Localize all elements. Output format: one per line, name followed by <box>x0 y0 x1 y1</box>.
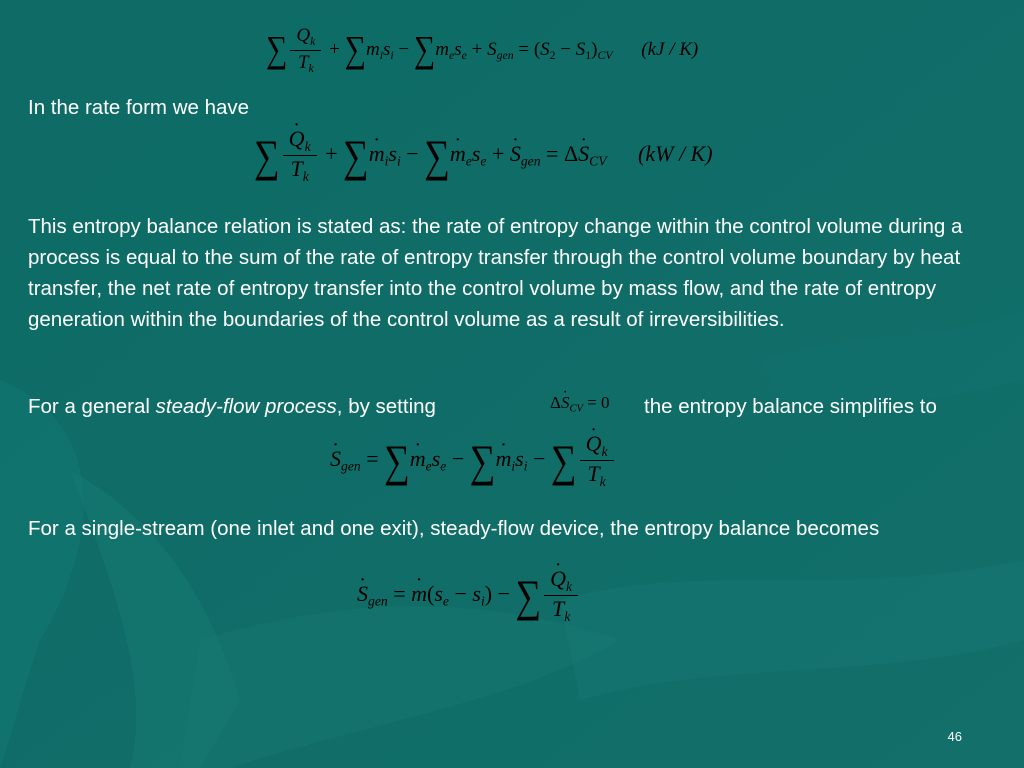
text-steady-flow-process: steady-flow process <box>155 395 337 418</box>
text-single-stream: For a single-stream (one inlet and one exit), steady-flow device, the entropy balance becomes <box>28 517 880 540</box>
text-steady-prefix: For a general <box>28 395 156 418</box>
equation-entropy-balance: ∑ $\frac{Q_k}{T_k}$ + $\sum m_is_i - \sum m_es_e + S_{gen} = (S_2 - S_1)_{CV}$ (kJ / K) <box>266 25 699 75</box>
equation-single-stream-generation: ˙ $S_{gen}$ = ˙ $m(s_e - s_i)$ − ∑ ˙ $\frac{Q_k}{T_k}$ <box>357 568 581 624</box>
text-rate-form: In the rate form we have <box>28 96 250 119</box>
equation-entropy-rate-balance: ∑ ˙ $\frac{Q_k}{T_k}$ + ∑˙ $m_is_i$ − ∑˙ $m_es_e$ + ˙ $S_{gen}$ = Δ˙ $S_{CV}$ (kW / K) <box>254 128 713 184</box>
units-eq2: (kW / K) <box>638 140 713 166</box>
condition-rhs: = 0 <box>587 393 610 412</box>
equation-steady-condition: Δ˙ $S_{CV} = 0$ <box>550 393 610 415</box>
text-steady-middle: , by setting <box>336 395 436 418</box>
units-eq1: (kJ / K) <box>641 38 699 60</box>
page-number: 46 <box>947 729 962 744</box>
text-steady-suffix: the entropy balance simplifies to <box>644 395 937 418</box>
equation-steady-flow-generation: ˙ $S_{gen}$ = ∑˙ $m_es_e$ − ∑˙ $m_is_i$ − ∑ ˙ $\frac{Q_k}{T_k}$ <box>330 433 617 489</box>
text-balance-statement: This entropy balance relation is stated as: the rate of entropy change within the control volume during a process is equal to the sum of the rate of entropy transfer through the control volume boundary by heat transfer, the net rate of entropy transfer into the control volume by mass flow, and the rate of entropy generation within the boundaries of the control volume as a result of irreversibilities. <box>28 215 963 331</box>
